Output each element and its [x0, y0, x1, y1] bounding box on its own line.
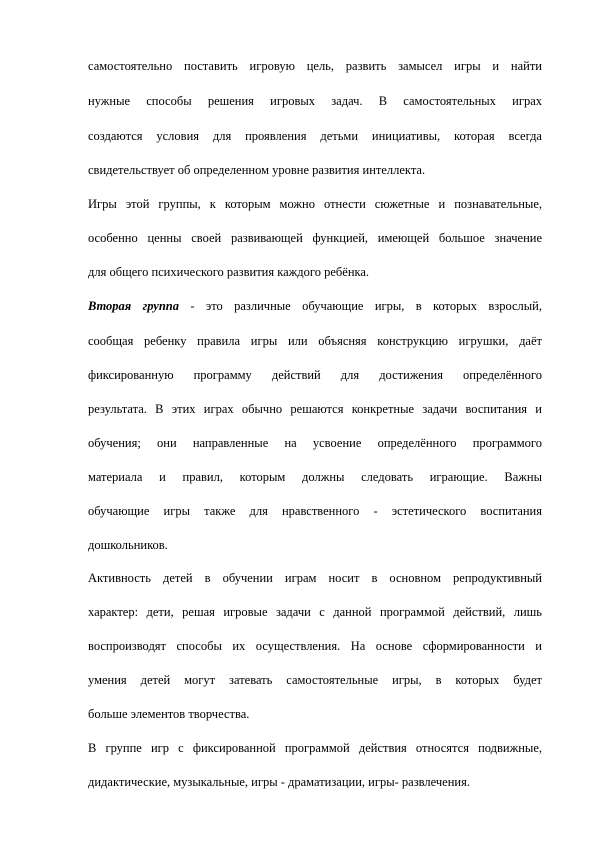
second-group-rest: - это различные обучающие игры, в которых взрослый,	[179, 299, 542, 313]
text-line: материала и правил, которым должны следовать играющие. Важны	[88, 470, 542, 484]
text-line: особенно ценны своей развивающей функцией, имеющей большое значение	[88, 231, 542, 245]
text-line: нужные способы решения игровых задач. В самостоятельных играх	[88, 94, 542, 108]
second-group-term: Вторая группа	[88, 299, 179, 313]
text-line: умения детей могут затевать самостоятельные игры, в которых будет	[88, 673, 542, 687]
text-line: обучения; они направленные на усвоение определённого программого	[88, 436, 542, 450]
text-line: для общего психического развития каждого ребёнка.	[88, 265, 370, 279]
text-line: воспроизводят способы их осуществления. На основе сформированности и	[88, 639, 542, 653]
text-line: создаются условия для проявления детьми инициативы, которая всегда	[88, 129, 542, 143]
text-line: характер: дети, решая игровые задачи с данной программой действий, лишь	[88, 605, 542, 619]
text-line: больше элементов творчества.	[88, 707, 250, 721]
text-line: Игры этой группы, к которым можно отнести сюжетные и познавательные,	[88, 197, 542, 211]
text-line-second-group	[88, 298, 542, 314]
text-line: В группе игр с фиксированной программой действия относятся подвижные,	[88, 741, 542, 755]
text-line: сообщая ребенку правила игры или объясняя конструкцию игрушки, даёт	[88, 334, 542, 348]
text-line: результата. В этих играх обычно решаются конкретные задачи воспитания и	[88, 402, 542, 416]
text-line: фиксированную программу действий для достижения определённого	[88, 368, 542, 382]
text-line: обучающие игры также для нравственного - эстетического воспитания	[88, 504, 542, 518]
text-line: Активность детей в обучении играм носит в основном репродуктивный	[88, 571, 542, 585]
text-line: дидактические, музыкальные, игры - драматизации, игры- развлечения.	[88, 775, 470, 789]
text-line: самостоятельно поставить игровую цель, развить замысел игры и найти	[88, 59, 542, 73]
text-line: дошкольников.	[88, 538, 168, 552]
text-line: свидетельствует об определенном уровне развития интеллекта.	[88, 163, 426, 177]
